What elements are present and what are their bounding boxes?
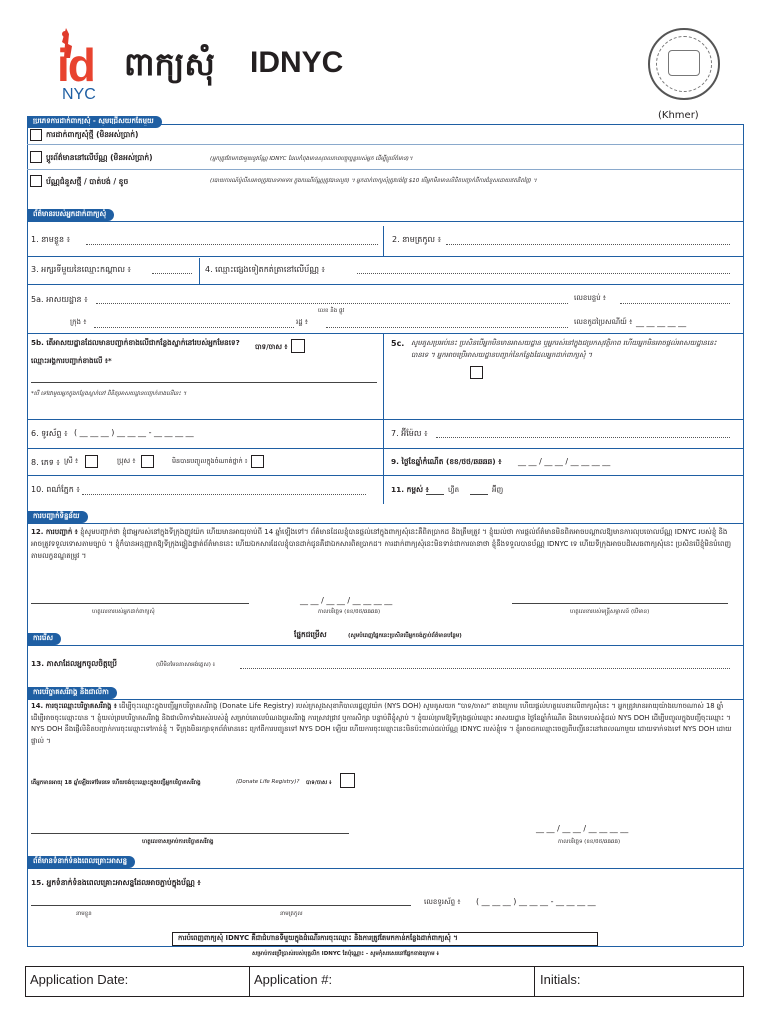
new-application-checkbox[interactable]: [30, 129, 42, 141]
renewal-label: ប្តូរព័ត៌មាននៅលើប័ណ្ណ (មិនអស់ប្រាក់): [46, 153, 153, 162]
no-address-note: សូមគូសប្រអប់នេះ ប្រសិនបើអ្នកមិនមានអាសយដ្ឋាន ឬអ្នករស់នៅក្នុងជម្រកសុវត្ថិភាព ហើយអ្នកមិនអាចផ្តល់អាសយដ្ឋាននេះបានទេ ។ អ្នកអាចប្រើអាសយដ្ឋានបញ្ជាក់នៃកន្លែងដែលអ្នកដាក់ពាក្យសុំ ។: [411, 339, 717, 359]
gender-female-label: ស្រី ៖: [64, 457, 79, 465]
residence-yes-no-checkbox[interactable]: [291, 339, 305, 353]
emergency-last-name-caption: នាមត្រកូល: [280, 911, 303, 917]
section-application-type: ប្រភេទការដាក់ពាក្យសុំ - សូមជ្រើសយកតែមួយ: [27, 116, 162, 128]
emergency-first-name-caption: នាមខ្លួន: [76, 911, 92, 917]
donor-body: ដើម្បីចុះឈ្មោះក្នុងបញ្ជីអ្នកបរិច្ចាគសរីរាង្គ (Donate Life Registry) របស់ក្រសួងសុខាភិបាលរដ្ឋញូវយ៉ក (NYS DOH) សូមគូសយក "បាទ/ចាស" ខាងក្រោម ហើយផ្តល់ហត្ថលេខាលើពាក្យសុំនេះ ។ អ្នកត្រូវមានអាយុយ៉ាងហោចណាស់ 18 ឆ្នាំ ដើម្បីអាចចុះឈ្មោះបាន ។ ខ្ញុំយល់ព្រមបរិច្ចាគសរីរាង្គ និងជាលិកាទាំងអស់របស់ខ្ញុំ សម្រាប់គោលបំណងប្តូរសរីរាង្គ ការស្រាវជ្រាវ ឬការសិក្សា បន្ទាប់ពីខ្ញុំស្លាប់ ។ ខ្ញុំយល់ព្រមឱ្យទីក្រុងផ្តល់ឈ្មោះ អាសយដ្ឋាន ថ្ងៃខែឆ្នាំកំណើត និងភេទរបស់ខ្ញុំដល់ NYS DOH ដើម្បីបញ្ចូលក្នុងបញ្ជីចុះឈ្មោះ ។ NYS DOH នឹងផ្ញើលិខិតបញ្ជាក់ការចុះឈ្មោះទៅកាន់ខ្ញុំ ។ ទីក្រុងមិនរក្សាទុកព័ត៌មាននេះ ក្រៅពីការបញ្ជូនទៅ NYS DOH ឡើយ ហើយការចុះឈ្មោះនេះមិនប៉ះពាល់ដល់ប័ណ្ណ IDNYC របស់ខ្ញុំទេ ។ ខ្ញុំអាចដកឈ្មោះចេញពីបញ្ជីនេះនៅពេលណាមួយ ដោយទាក់ទងទៅ NYS DOH ដោយផ្ទាល់ ។: [31, 702, 732, 745]
replacement-label: ប័ណ្ណជំនួសថ្មី / បាត់បង់ / ខូច: [46, 177, 129, 186]
renewal-checkbox[interactable]: [30, 151, 42, 163]
eye-color-input[interactable]: [82, 494, 366, 495]
height-inches-label: អ៊ីញ: [492, 486, 504, 494]
footer-note-1: ការបំពេញពាក្យសុំ IDNYC គឺជាជំហានទីមួយក្នុងដំណើរការចុះឈ្មោះ និងការត្រូវតែមកកាន់កន្លែងដាក់ពាក្យសុំ ។: [178, 934, 458, 942]
height-label: 11. កម្ពស់ ៖: [391, 485, 429, 494]
height-feet-input[interactable]: [426, 494, 444, 495]
office-use-box: [25, 966, 744, 997]
gender-male-label: ប្រុស ៖: [117, 457, 136, 465]
gender-male-checkbox[interactable]: [141, 455, 154, 468]
affirmation-label: 12. ការបញ្ជាក់ ៖: [31, 528, 78, 536]
donor-date-caption: កាលបរិច្ឆេទ (ខខ/ថថ/ឆឆឆឆ): [558, 839, 621, 845]
section-emergency-contact: ព័ត៌មានទំនាក់ទំនងពេលគ្រោះអាសន្ន: [27, 856, 135, 868]
language-pref-note: (បើមិនមែនភាសាអង់គ្លេស) ៖: [156, 662, 216, 668]
footer-note-2: សម្រាប់ការប្រើប្រាស់របស់បុគ្គលិក IDNYC តែប៉ុណ្ណោះ - សូមកុំសរសេរនៅផ្នែកខាងក្រោម ៖: [252, 951, 439, 957]
gender-other-label: មិនបានបញ្ចូលក្នុងចំណាត់ថ្នាក់ ៖: [172, 457, 248, 465]
section-optional: ការរើស: [27, 633, 61, 645]
email-input[interactable]: [436, 437, 730, 438]
donor-label: 14. ការចុះឈ្មោះបរិច្ចាគសរីរាង្គ ៖: [31, 702, 117, 710]
emergency-name-input[interactable]: [31, 905, 411, 906]
other-names-label: 4. ឈ្មោះផ្សេងទៀតកត់ត្រានៅលើប័ណ្ណ ៖: [205, 265, 326, 274]
last-name-input[interactable]: [446, 244, 730, 245]
height-inches-input[interactable]: [470, 494, 488, 495]
residence-question: 5b. តើអាសយដ្ឋានដែលមានបញ្ជាក់ខាងលើជាកន្លែងស្នាក់នៅរបស់អ្នកមែនទេ?: [31, 338, 240, 347]
dob-label: 9. ថ្ងៃខែឆ្នាំកំណើត (ខខ/ថថ/ឆឆឆឆ) ៖: [391, 457, 502, 466]
replacement-checkbox[interactable]: [30, 175, 42, 187]
affirmation-body: ខ្ញុំសូមបញ្ជាក់ថា ខ្ញុំជាអ្នករស់នៅក្នុងទីក្រុងញូវយ៉ក ហើយមានអាយុចាប់ពី 14 ឆ្នាំឡើងទៅ។ ព័ត៌មានដែលខ្ញុំបានផ្តល់នៅក្នុងពាក្យសុំនេះគឺពិតប្រាកដ និងត្រឹមត្រូវ ។ ខ្ញុំយល់ថា ការផ្តល់ព័ត៌មានមិនពិតអាចបណ្តាលឱ្យមានការលុបចោលប័ណ្ណ IDNYC របស់ខ្ញុំ និងអាចត្រូវទទួលទោសតាមច្បាប់ ។ ខ្ញុំក៏បានអនុញ្ញាតឱ្យទីក្រុងផ្ទៀងផ្ទាត់ព័ត៌មាននេះ ហើយឯកសារដែលខ្ញុំបានដាក់ជូនគឺជាឯកសារពិតប្រាកដ។ ការដាក់ពាក្យសុំនេះមិនទាន់ជាការធានាថា ខ្ញុំនឹងទទួលបានប័ណ្ណ IDNYC ទេ ហើយទីក្រុងអាចបដិសេធពាក្យសុំនេះ ប្រសិនបើខ្ញុំមិនបំពេញតាមលក្ខខណ្ឌតម្រូវ ។: [31, 528, 732, 560]
nyc-seal-icon: [648, 28, 720, 100]
applicant-signature-input[interactable]: [31, 603, 249, 604]
phone-label: 6. ទូរស័ព្ទ ៖: [31, 429, 68, 438]
donor-text: [31, 701, 733, 747]
staff-signature-caption: ហត្ថលេខារបស់មន្ត្រីសម្ភាសន៍ (បើមាន): [570, 609, 650, 615]
section-applicant: ព័ត៌មានរបស់អ្នកដាក់ពាក្យសុំ: [27, 209, 114, 221]
gender-label: 8. ភេទ ៖: [31, 458, 60, 467]
donor-date-input[interactable]: __ __ / __ __ / __ __ __ __: [536, 824, 629, 833]
donor-question-en: (Donate Life Registry)?: [236, 779, 300, 785]
language-label: (Khmer): [658, 110, 699, 121]
optional-heading-note: (សូមបំពេញផ្នែកនេះប្រសិនបើអ្នកចង់ភ្ជាប់ព័ត៌មានបន្ថែម): [348, 633, 462, 639]
email-label: 7. អ៊ីម៉ែល ៖: [391, 429, 428, 438]
other-names-input[interactable]: [357, 273, 730, 274]
no-address-number: 5c.: [391, 339, 405, 348]
donor-signature-input[interactable]: [31, 833, 349, 834]
organization-note: *បើ ទៅជាមួយអ្នកក្នុងកន្លែងស្នាក់នៅ ពិនិត្យអាសយដ្ឋានបញ្ជាក់ខាងលើនេះ ។: [31, 391, 187, 397]
zip-input[interactable]: __ __ __ __ __: [636, 318, 687, 327]
language-pref-label: 13. ភាសាដែលអ្នកចូលចិត្តប្រើ: [31, 659, 117, 668]
address-label: 5a. អាសយដ្ឋាន ៖: [31, 295, 88, 304]
city-label: ក្រុង ៖: [70, 318, 87, 326]
application-number-field: Application #:: [254, 972, 333, 987]
emergency-phone-label: លេខទូរស័ព្ទ ៖: [424, 898, 461, 906]
donor-yes-no-checkbox[interactable]: [340, 773, 355, 788]
affirmation-date-caption: កាលបរិច្ឆេទ (ខខ/ថថ/ឆឆឆឆ): [318, 609, 381, 615]
applicant-signature-caption: ហត្ថលេខារបស់អ្នកដាក់ពាក្យសុំ: [92, 609, 155, 615]
zip-label: លេខកូដប្រៃសណីយ៍ ៖: [574, 318, 633, 326]
page-title-khmer: ពាក្យសុំ: [124, 45, 215, 83]
gender-other-checkbox[interactable]: [251, 455, 264, 468]
emergency-contact-label: 15. អ្នកទំនាក់ទំនងពេលគ្រោះអាសន្នដែលអាចភ្ជាប់ក្នុងប័ណ្ណ ៖: [31, 878, 201, 887]
height-feet-label: ហ្វីត: [448, 486, 460, 494]
donor-question: តើអ្នកមានអាយុ 18 ឆ្នាំឡើងទៅមែនទេ ហើយចង់ចុះឈ្មោះក្នុងបញ្ជីអ្នកបរិច្ចាគសរីរាង្គ: [31, 780, 201, 786]
first-name-input[interactable]: [86, 244, 378, 245]
gender-female-checkbox[interactable]: [85, 455, 98, 468]
affirmation-text: [31, 526, 733, 562]
logo-id-text: id: [57, 39, 94, 91]
city-input[interactable]: [94, 327, 294, 328]
apt-input[interactable]: [620, 303, 730, 304]
organization-name-input[interactable]: [31, 382, 377, 383]
staff-signature-input[interactable]: [512, 603, 728, 604]
street-caption: លេខ និង ផ្លូវ: [318, 308, 345, 314]
phone-input[interactable]: ( __ __ __ ) __ __ __ - __ __ __ __: [74, 428, 194, 437]
last-name-label: 2. នាមត្រកូល ៖: [392, 235, 442, 244]
no-address-checkbox[interactable]: [470, 366, 483, 379]
street-input[interactable]: [96, 303, 568, 304]
residence-yes-no-label: បាទ/ចាស ៖: [255, 343, 288, 351]
middle-initial-input[interactable]: [152, 273, 192, 274]
state-label: រដ្ឋ ៖: [296, 318, 308, 326]
application-date-field: Application Date:: [30, 972, 129, 987]
state-input[interactable]: [326, 327, 568, 328]
eye-color-label: 10. ពណ៌ភ្នែក ៖: [31, 485, 80, 494]
donor-signature-caption: ហត្ថលេខាសម្រាប់ការបរិច្ចាគសរីរាង្គ: [142, 839, 214, 845]
donor-yes-no-label: បាទ/ចាស ៖: [306, 780, 332, 786]
language-pref-input[interactable]: [240, 668, 730, 669]
affirmation-date-input[interactable]: __ __ / __ __ / __ __ __ __: [300, 596, 393, 605]
optional-heading: ផ្នែកជម្រើស: [294, 630, 327, 639]
apt-label: លេខបន្ទប់ ៖: [574, 294, 606, 302]
dob-input[interactable]: __ __ / __ __ / __ __ __ __: [518, 457, 611, 466]
new-application-label: ការដាក់ពាក្យសុំថ្មី (មិនអស់ប្រាក់): [46, 130, 139, 139]
first-name-label: 1. នាមខ្លួន ៖: [31, 235, 71, 244]
section-affirmation: ការបញ្ជាក់ទិន្នន័យ: [27, 511, 88, 523]
logo-nyc-text: NYC: [62, 86, 96, 103]
section-organ-donor: ការបរិច្ចាគសរីរាង្គ និងជាលិកា: [27, 687, 117, 699]
emergency-phone-input[interactable]: ( __ __ __ ) __ __ __ - __ __ __ __: [476, 897, 596, 906]
organization-name-label: ឈ្មោះអង្គការបញ្ជាក់ខាងលើ ៖*: [31, 357, 112, 365]
initials-field: Initials:: [540, 972, 581, 987]
middle-initial-label: 3. អក្សរទីមួយនៃឈ្មោះកណ្តាល ៖: [31, 265, 132, 274]
replacement-note: (របាយការណ៍ប៉ូលីសអាចត្រូវបានទាមទារ ក្នុងករណីប័ណ្ណត្រូវបានលួច) ។ អ្នកដាក់ពាក្យសុំត្រូវបង់ថ្លៃ $10 បើអ្នកមិនមានលិខិតបញ្ជាក់ពីការជំនួសដោយឥតគិតថ្លៃ) ។: [210, 178, 537, 184]
renewal-note: (អ្នកត្រូវតែមកជាមួយនូវប័ណ្ណ IDNYC ដែលកំពុងមានសុពលភាពបច្ចុប្បន្នរបស់អ្នក ដើម្បីប្តូរព័ត៌មាន)។: [210, 156, 413, 162]
frame-right: [743, 124, 744, 946]
page-title-brand: IDNYC: [250, 46, 344, 79]
frame-left: [27, 124, 28, 946]
